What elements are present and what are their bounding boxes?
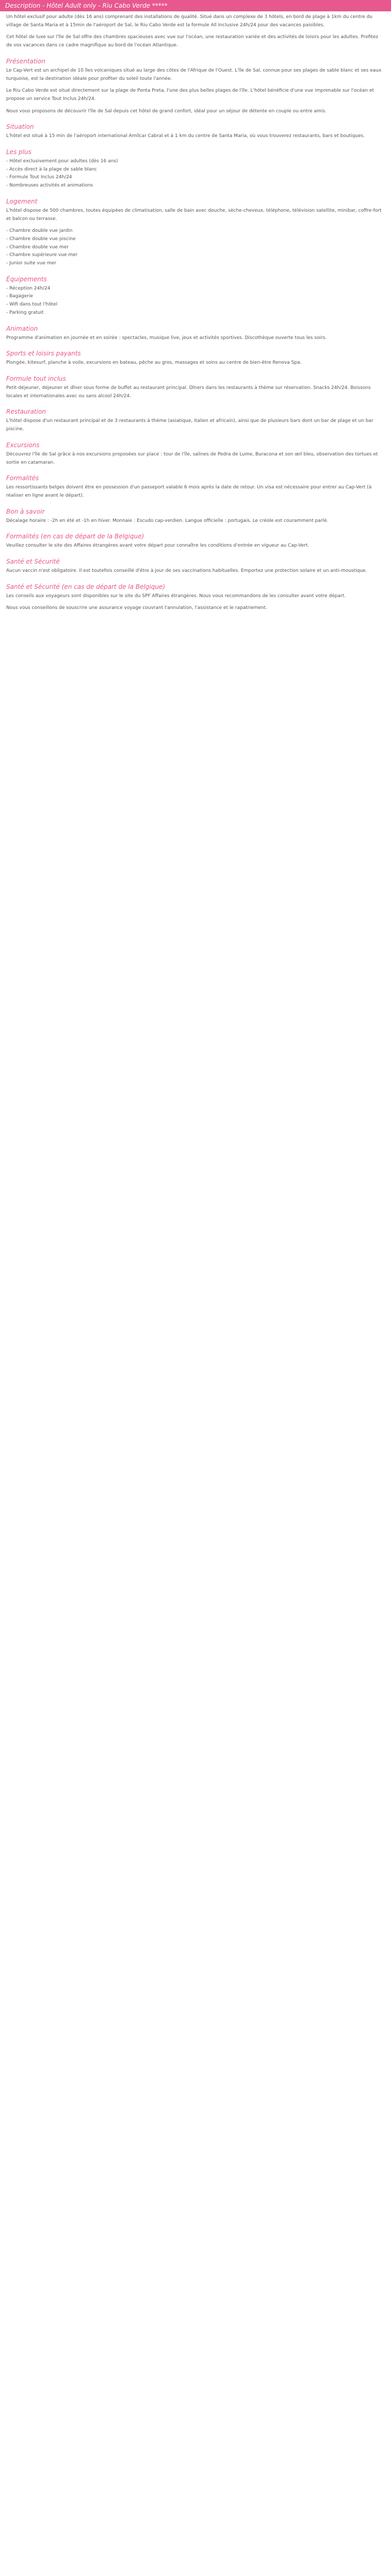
list-item: - Chambre double vue piscine (6, 236, 76, 242)
section-heading: Sports et loisirs payants (6, 350, 81, 358)
section-list (6, 285, 385, 317)
list-item: - Hôtel exclusivement pour adultes (dès 16 ans) (6, 159, 118, 164)
section-heading: Formalités (6, 474, 39, 482)
section (6, 325, 385, 343)
section (6, 532, 385, 550)
section-heading: Logement (6, 197, 38, 205)
section (6, 507, 385, 526)
list-item: - Chambre double vue mer (6, 244, 69, 250)
section-paragraph: L'hôtel est situé à 15 min de l'aéroport international Amílcar Cabral et à 1 km du centre de Santa Maria, où vous trouverez restaurants, bars et boutiques. (6, 133, 365, 139)
section (6, 148, 385, 190)
section-heading: Situation (6, 123, 34, 131)
section-heading: Équipements (6, 275, 47, 283)
section-paragraph: Aucun vaccin n'est obligatoire. Il est toutefois conseillé d'être à jour de ses vaccinations habituelles. Emportez une protection solaire et un anti-moustique. (6, 568, 367, 574)
section (6, 441, 385, 467)
section-paragraph: Programme d'animation en journée et en soirée : spectacles, musique live, jeux et activités sportives. Discothèque ouverte tous les soirs. (6, 335, 327, 341)
intro-paragraph: Cet hôtel de luxe sur l'île de Sal offre des chambres spacieuses avec vue sur l'océan, une restauration variée et des activités de loisirs pour les adultes. Profitez de vos vacances dans ce cadre magnifique au bord de l'océan Atlantique. (6, 35, 379, 48)
intro-paragraph: Un hôtel exclusif pour adulte (dès 16 ans) comprenant des installations de qualité. Situé dans un complexe de 3 hôtels, en bord de plage à 1km du centre du village de Santa Maria et à 15min de l'aéroport de Sal, le Riu Cabo Verde est la formule All Inclusive 24h/24 pour des vacances paisibles. (6, 14, 373, 28)
section-heading: Formule tout inclus (6, 375, 66, 382)
section-paragraph: Plongée, kitesurf, planche à voile, excursions en bateau, pêche au gros, massages et soins au centre de bien-être Renova Spa. (6, 360, 302, 366)
sections (6, 57, 385, 613)
section (6, 123, 385, 141)
section-paragraph: Le Riu Cabo Verde est situé directement sur la plage de Ponta Preta, l'une des plus belles plages de l'île. L'hôtel bénéficie d'une vue imprenable sur l'océan et propose un service Tout Inclus 24h/24. (6, 88, 374, 101)
section-paragraph: Découvrez l'île de Sal grâce à nos excursions proposées sur place : tour de l'île, salines de Pedra de Lume, Buracona et son œil bleu, observation des tortues et sortie en catamaran. (6, 451, 378, 465)
section-heading: Restauration (6, 408, 46, 416)
section-paragraph: Décalage horaire : -2h en été et -1h en hiver. Monnaie : Escudo cap-verdien. Langue officielle : portugais. Le créole est couramment parlé. (6, 518, 329, 523)
section-list (6, 158, 385, 190)
section-paragraph: Les ressortissants belges doivent être en possession d'un passeport valable 6 mois après la date de retour. Un visa est nécessaire pour entrer au Cap-Vert (à réaliser en ligne avant le départ). (6, 485, 372, 498)
section-paragraph: Veuillez consulter le site des Affaires étrangères avant votre départ pour connaître les conditions d'entrée en vigueur au Cap-Vert. (6, 543, 309, 549)
section-list (6, 227, 385, 268)
section-paragraph: Nous vous conseillons de souscrire une assurance voyage couvrant l'annulation, l'assistance et le rapatriement. (6, 605, 267, 611)
section-heading: Santé et Sécurité (en cas de départ de la Belgique) (6, 583, 165, 590)
section (6, 197, 385, 268)
list-item: - Formule Tout Inclus 24h/24 (6, 175, 72, 180)
section-paragraph: L'hôtel dispose de 500 chambres, toutes équipées de climatisation, salle de bain avec douche, sèche-cheveux, téléphone, télévision satellite, minibar, coffre-fort et balcon ou terrasse. (6, 208, 382, 222)
section-heading: Bon à savoir (6, 507, 45, 515)
section-heading: Présentation (6, 57, 45, 65)
list-item: - Chambre supérieure vue mer (6, 252, 78, 258)
section (6, 474, 385, 500)
list-item: - Parking gratuit (6, 310, 44, 315)
list-item: - Junior suite vue mer (6, 261, 56, 266)
description-content (0, 11, 391, 637)
list-item: - Chambre double vue jardin (6, 228, 73, 234)
section-paragraph: Petit-déjeuner, déjeuner et dîner sous forme de buffet au restaurant principal. Dîners dans les restaurants à thème sur réservation. Snacks 24h/24. Boissons locales et internationales avec ou sans alcool 24h/24. (6, 385, 371, 399)
section-paragraph: L'hôtel dispose d'un restaurant principal et de 3 restaurants à thème (asiatique, italien et africain), ainsi que de plusieurs bars dont un bar de plage et un bar piscine. (6, 418, 373, 432)
list-item: - Nombreuses activités et animations (6, 183, 93, 189)
section-heading: Excursions (6, 441, 40, 449)
section (6, 275, 385, 317)
section (6, 349, 385, 367)
list-item: - Bagagerie (6, 294, 34, 299)
intro (6, 13, 385, 50)
section (6, 583, 385, 613)
section (6, 557, 385, 575)
section-paragraph: Nous vous proposons de découvrir l'île de Sal depuis cet hôtel de grand confort, idéal pour un séjour de détente en couple ou entre amis. (6, 108, 327, 114)
list-item: - Accès direct à la plage de sable blanc (6, 166, 97, 172)
section-paragraph: Les conseils aux voyageurs sont disponibles sur le site du SPF Affaires étrangères. Nous vous recommandons de les consulter avant votre départ. (6, 593, 346, 599)
section (6, 408, 385, 433)
list-item: - Wifi dans tout l'hôtel (6, 302, 58, 308)
page-title: Description - Hôtel Adult only - Riu Cabo Verde ***** (5, 2, 168, 9)
section-heading: Santé et Sécurité (6, 558, 60, 566)
section-paragraph: Le Cap-Vert est un archipel de 10 îles volcaniques situé au large des côtes de l'Afrique de l'Ouest. L'île de Sal, connue pour ses plages de sable blanc et ses eaux turquoise, est la destination idéale pour profiter du soleil toute l'année. (6, 67, 382, 81)
section-heading: Animation (6, 325, 38, 332)
section-heading: Formalités (en cas de départ de la Belgique) (6, 533, 144, 540)
section (6, 375, 385, 400)
section-heading: Les plus (6, 148, 31, 156)
title-bar (0, 0, 391, 11)
page (0, 0, 391, 637)
section (6, 57, 385, 116)
list-item: - Réception 24h/24 (6, 285, 51, 291)
